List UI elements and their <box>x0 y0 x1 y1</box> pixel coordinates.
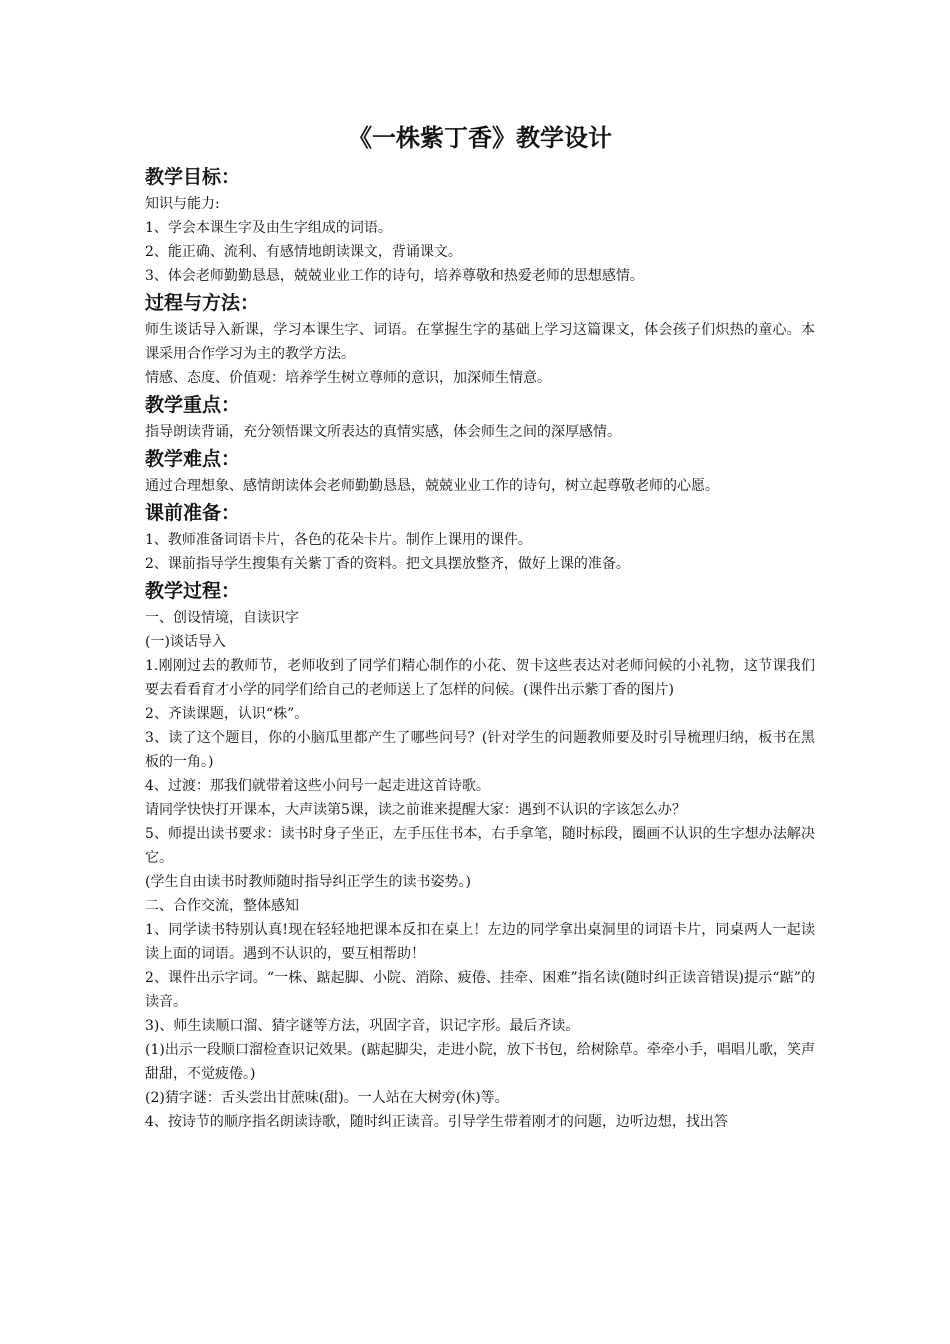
paragraph: 1、学会本课生字及由生字组成的词语。 <box>145 220 392 236</box>
paragraph: 请同学快快打开课本，大声读第5课，读之前谁来提醒大家：遇到不认识的字该怎么办？ <box>145 802 686 818</box>
paragraph: 指导朗读背诵，充分领悟课文所表达的真情实感，体会师生之间的深厚感情。 <box>145 424 621 440</box>
document-page <box>145 118 815 1134</box>
paragraph: (1)出示一段顺口溜检查识记效果。(踮起脚尖，走进小院，放下书包，给树除草。牵牵小手，唱唱儿歌，笑声甜甜，不觉疲倦。) <box>145 1042 815 1082</box>
paragraph: 一、创设情境，自读识字 <box>145 610 299 626</box>
paragraph: 2、课件出示字词。“一株、踮起脚、小院、消除、疲倦、挂牵、困难”指名读(随时纠正读音错误)提示“踮”的读音。 <box>145 970 815 1010</box>
section-heading: 教学难点： <box>145 448 241 470</box>
paragraph: 通过合理想象、感情朗读体会老师勤勤恳恳，兢兢业业工作的诗句，树立起尊敬老师的心愿。 <box>145 478 719 494</box>
section-heading: 课前准备： <box>145 502 241 524</box>
paragraph: 二、合作交流，整体感知 <box>145 898 299 914</box>
paragraph: 4、按诗节的顺序指名朗读诗歌，随时纠正读音。引导学生带着刚才的问题，边听边想，找出答 <box>145 1114 728 1130</box>
paragraph: 1.刚刚过去的教师节，老师收到了同学们精心制作的小花、贺卡这些表达对老师问候的小礼物，这节课我们要去看看育才小学的同学们给自己的老师送上了怎样的问候。(课件出示紫丁香的图片) <box>145 658 815 698</box>
document-body <box>145 162 815 1134</box>
paragraph: 师生谈话导入新课，学习本课生字、词语。在掌握生字的基础上学习这篇课文，体会孩子们炽热的童心。本课采用合作学习为主的教学方法。 <box>145 322 815 362</box>
paragraph: (2)猜字谜：舌头尝出甘蔗味(甜)。一人站在大树旁(休)等。 <box>145 1090 509 1106</box>
paragraph: 3、读了这个题目，你的小脑瓜里都产生了哪些问号？(针对学生的问题教师要及时引导梳理归纳，板书在黑板的一角。) <box>145 730 815 770</box>
paragraph: 1、教师准备词语卡片，各色的花朵卡片。制作上课用的课件。 <box>145 532 532 548</box>
section-heading: 过程与方法： <box>145 292 260 314</box>
paragraph: 2、齐读课题，认识“株”。 <box>145 706 309 722</box>
paragraph: 2、课前指导学生搜集有关紫丁香的资料。把文具摆放整齐，做好上课的准备。 <box>145 556 630 572</box>
paragraph: 情感、态度、价值观：培养学生树立尊师的意识，加深师生情意。 <box>145 370 551 386</box>
paragraph: 1、同学读书特别认真!现在轻轻地把课本反扣在桌上！左边的同学拿出桌洞里的词语卡片，同桌两人一起读读上面的词语。遇到不认识的，要互相帮助！ <box>145 922 815 962</box>
paragraph: 2、能正确、流利、有感情地朗读课文，背诵课文。 <box>145 244 462 260</box>
paragraph: (一)谈话导入 <box>145 634 226 650</box>
section-heading: 教学重点： <box>145 394 241 416</box>
paragraph: 3)、师生读顺口溜、猜字谜等方法，巩固字音，识记字形。最后齐读。 <box>145 1018 580 1034</box>
paragraph: 3、体会老师勤勤恳恳，兢兢业业工作的诗句，培养尊敬和热爱老师的思想感情。 <box>145 268 644 284</box>
paragraph: 5、师提出读书要求：读书时身子坐正，左手压住书本，右手拿笔，随时标段，圈画不认识的生字想办法解决它。 <box>145 826 815 866</box>
paragraph: 4、过渡：那我们就带着这些小问号一起走进这首诗歌。 <box>145 778 490 794</box>
section-heading: 教学目标： <box>145 166 241 188</box>
section-heading: 教学过程： <box>145 580 241 602</box>
paragraph: (学生自由读书时教师随时指导纠正学生的读书姿势。) <box>145 874 471 890</box>
document-title: 《一株紫丁香》教学设计 <box>348 124 612 152</box>
paragraph: 知识与能力: <box>145 196 220 212</box>
